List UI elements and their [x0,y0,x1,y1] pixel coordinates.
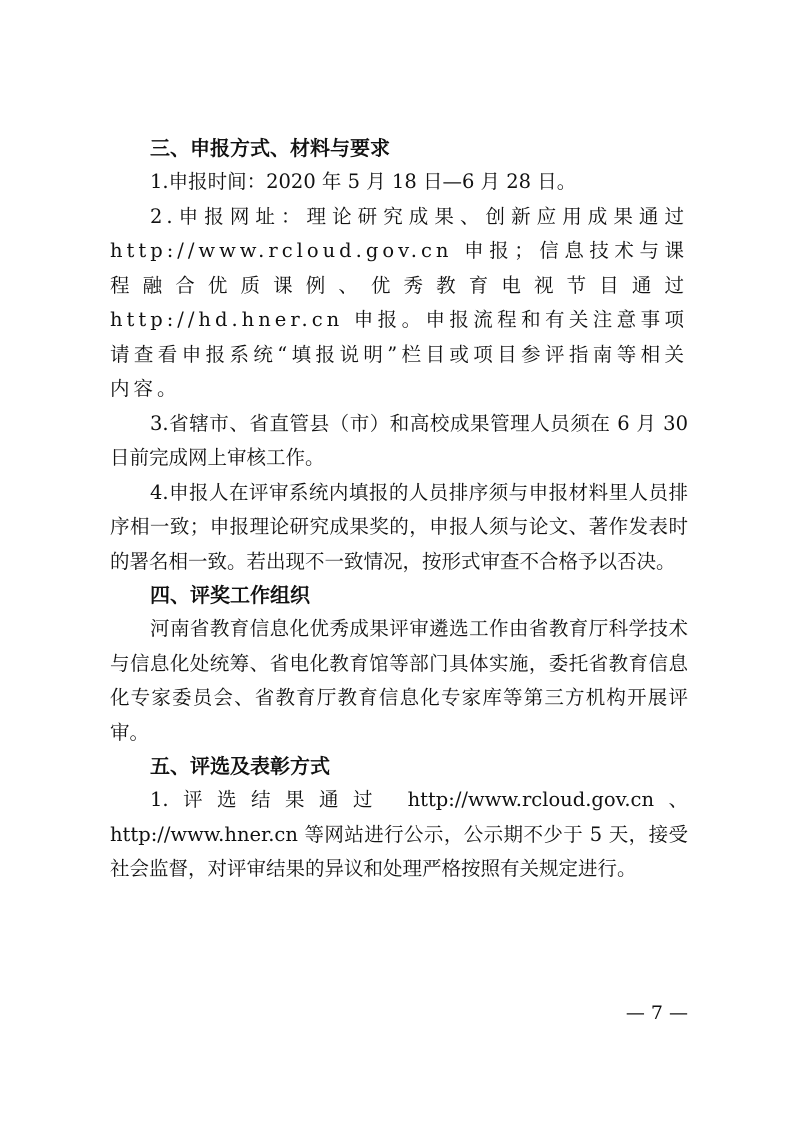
section-4-body: 河南省教育信息化优秀成果评审遴选工作由省教育厅科学技术与信息化处统筹、省电化教育馆等部门具体实施，委托省教育信息化专家委员会、省教育厅教育信息化专家库等第三方机构开展评审。 [110,617,688,744]
section-3-heading: 三、申报方式、材料与要求 [150,136,390,160]
page-number: — 7 — [625,1002,688,1024]
section-4-heading: 四、评奖工作组织 [150,583,310,607]
section-5-item-1: 1.评选结果通过 http://www.rcloud.gov.cn、http://www.hner.cn 等网站进行公示，公示期不少于 5 天，接受社会监督，对评审结果的异议和处理严格按照有关规定进行。 [110,788,688,880]
section-5-heading: 五、评选及表彰方式 [150,754,330,778]
section-3-item-4: 4.申报人在评审系统内填报的人员排序须与申报材料里人员排序相一致；申报理论研究成果奖的，申报人须与论文、著作发表时的署名相一致。若出现不一致情况，按形式审查不合格予以否决。 [110,480,688,573]
section-3-item-3: 3.省辖市、省直管县（市）和高校成果管理人员须在 6 月 30 日前完成网上审核工作。 [110,411,688,469]
section-3-item-2: 2.申报网址：理论研究成果、创新应用成果通过 http://www.rcloud.gov.cn 申报；信息技术与课程融合优质课例、优秀教育电视节目通过 http://hd.hner.cn 申报。申报流程和有关注意事项请查看申报系统“填报说明”栏目或项目参评指南等相关内容。 [110,204,688,400]
section-3-item-1: 1.申报时间：2020 年 5 月 18 日—6 月 28 日。 [150,170,577,193]
document-body [110,132,688,887]
